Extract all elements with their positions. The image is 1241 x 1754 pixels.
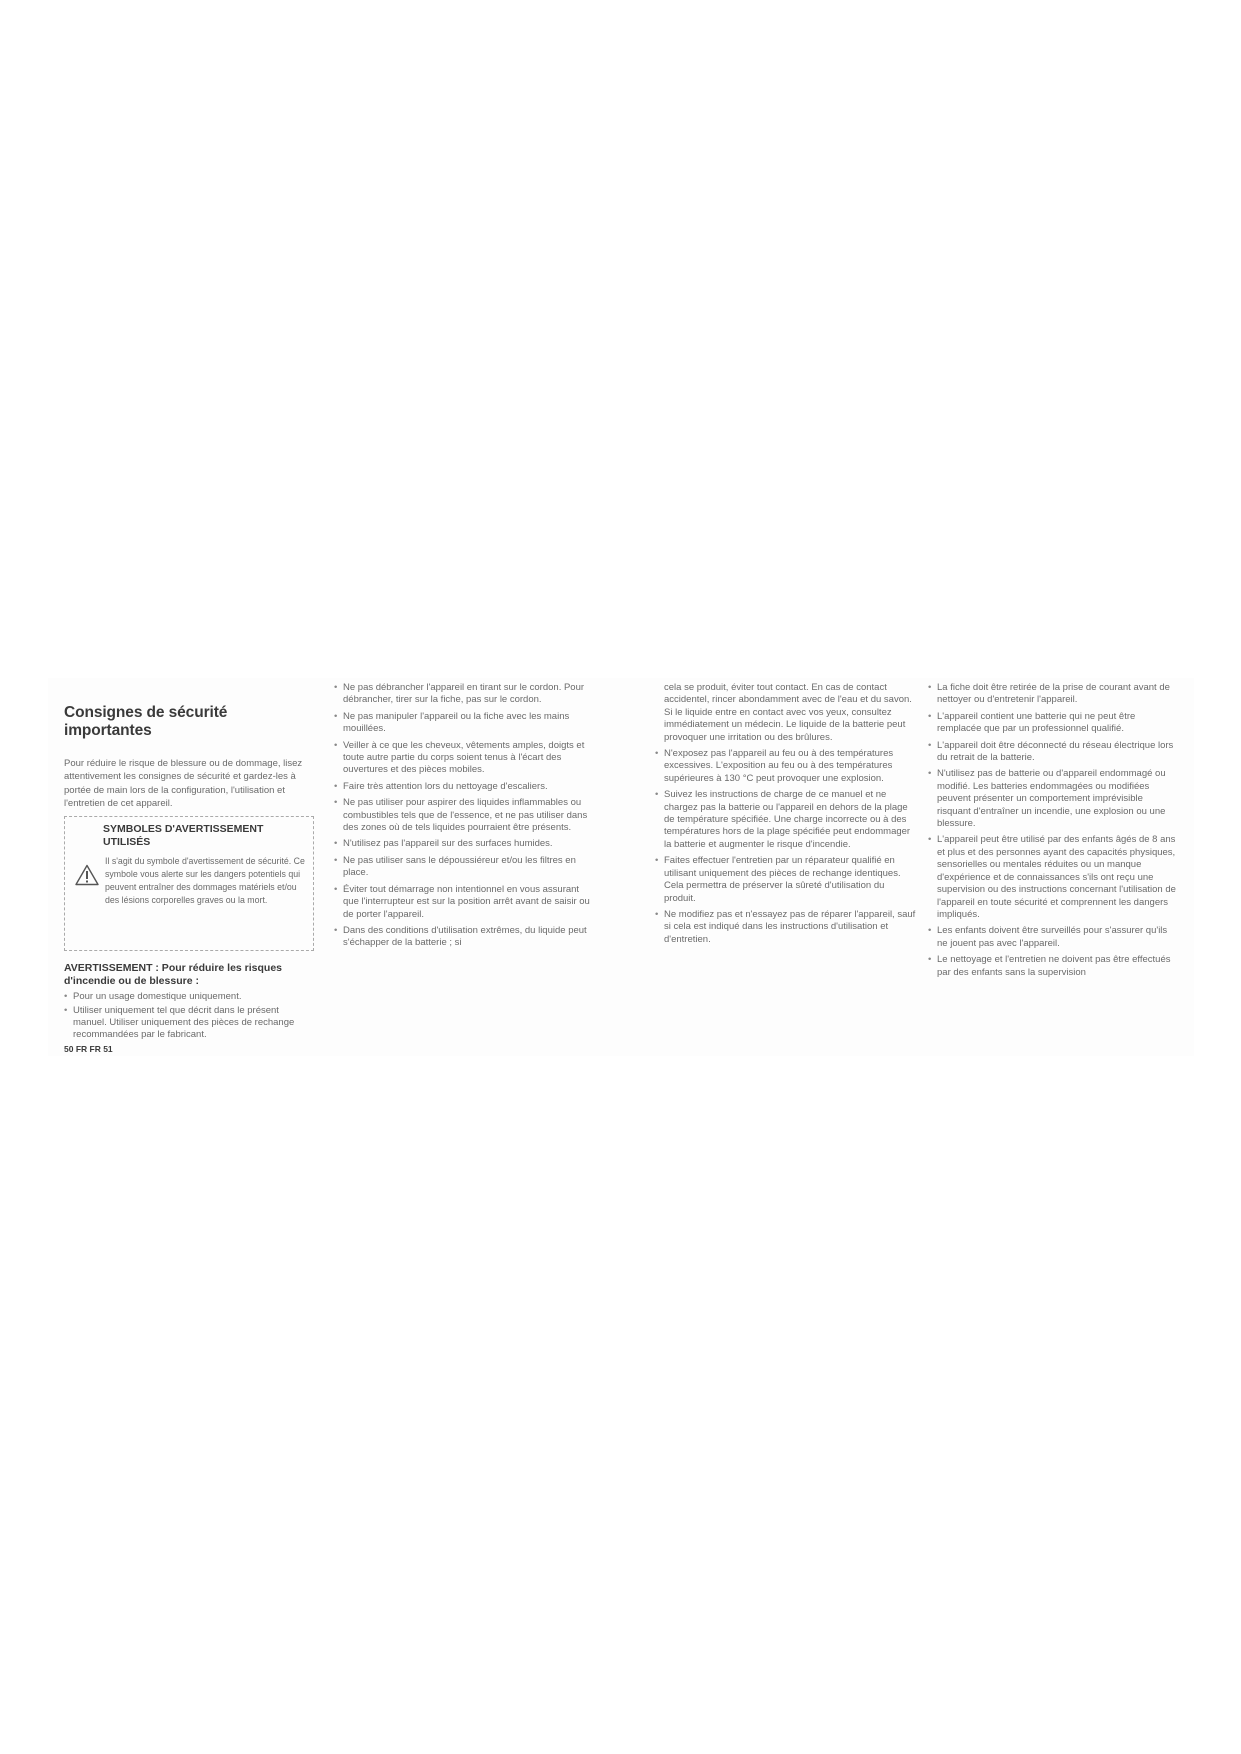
list-item: • Suivez les instructions de charge de ce manuel et ne chargez pas la batterie ou l'appareil en dehors de la plage de température spécifiée. Une charge incorrecte ou à des températures hors de la plage spécifiée peut endommager la batterie et augmenter le risque d'incendie. [655,789,917,851]
list-item: • N'exposez pas l'appareil au feu ou à des températures excessives. L'exposition au feu ou à des températures supérieures à 130 °C peut provoquer une explosion. [655,748,917,785]
list-item: • Faites effectuer l'entretien par un réparateur qualifié en utilisant uniquement des pièces de rechange identiques. Cela permettra de préserver la sûreté d'utilisation du produit. [655,855,917,905]
intro-paragraph: Pour réduire le risque de blessure ou de dommage, lisez attentivement les consignes de sécurité et gardez-les à portée de main lors de la configuration, l'utilisation et l'entretien de cet appareil. [64,758,303,810]
list-item: • Éviter tout démarrage non intentionnel en vous assurant que l'interrupteur est sur la position arrêt avant de saisir ou de porter l'appareil. [334,884,596,921]
col1-bullet-list [64,991,314,1042]
list-item: • L'appareil doit être déconnecté du réseau électrique lors du retrait de la batterie. [928,740,1178,765]
list-item: • N'utilisez pas de batterie ou d'appareil endommagé ou modifié. Les batteries endommagées ou modifiées peuvent présenter un comportement imprévisible risquant d'entraîner un incendie, une explosion ou une blessure. [928,768,1178,830]
page-title: Consignes de sécurité importantes [64,704,228,739]
col3-bullet-list [655,682,917,946]
column-4 [928,682,1178,983]
page-number: 50 FR FR 51 [64,1043,113,1054]
list-item: • Ne pas utiliser sans le dépoussiéreur et/ou les filtres en place. [334,855,596,880]
list-item: • Ne pas utiliser pour aspirer des liquides inflammables ou combustibles tels que de l'essence, et ne pas utiliser dans des zones où de tels liquides pourraient être présents. [334,797,596,834]
col2-bullet-list [334,682,596,950]
list-item: • La fiche doit être retirée de la prise de courant avant de nettoyer ou d'entretenir l'appareil. [928,682,1178,707]
list-item-continuation: cela se produit, éviter tout contact. En cas de contact accidentel, rincer abondamment avec de l'eau et du savon. Si le liquide entre en contact avec vos yeux, consultez immédiatement un médecin. Le liquide de la batterie peut provoquer une irritation ou des brûlures. [664,682,912,743]
list-item: • Le nettoyage et l'entretien ne doivent pas être effectués par des enfants sans la supervision [928,954,1178,979]
avertissement-heading: AVERTISSEMENT : Pour réduire les risques d'incendie ou de blessure : [64,961,283,988]
list-item: • Faire très attention lors du nettoyage d'escaliers. [334,781,596,793]
col4-bullet-list [928,682,1178,979]
manual-spread [48,678,1194,1056]
list-item: • Les enfants doivent être surveillés pour s'assurer qu'ils ne jouent pas avec l'appareil. [928,925,1178,950]
list-item: • N'utilisez pas l'appareil sur des surfaces humides. [334,838,596,850]
list-item: • L'appareil contient une batterie qui ne peut être remplacée que par un professionnel qualifié. [928,711,1178,736]
column-3 [655,682,917,950]
list-item: • Ne pas manipuler l'appareil ou la fiche avec les mains mouillées. [334,711,596,736]
list-item: • Dans des conditions d'utilisation extrêmes, du liquide peut s'échapper de la batterie ; si [334,925,596,950]
list-item: • Utiliser uniquement tel que décrit dans le présent manuel. Utiliser uniquement des pièces de rechange recommandées par le fabricant. [64,1005,314,1042]
list-item: • Ne modifiez pas et n'essayez pas de réparer l'appareil, sauf si cela est indiqué dans les instructions d'utilisation et d'entretien. [655,909,917,946]
warning-symbols-text: Il s'agit du symbole d'avertissement de sécurité. Ce symbole vous alerte sur les dangers potentiels qui peuvent entraîner des dommages matériels et/ou des lésions corporelles graves ou la mort. [105,855,305,906]
list-item: • Ne pas débrancher l'appareil en tirant sur le cordon. Pour débrancher, tirer sur la fiche, pas sur le cordon. [334,682,596,707]
column-1 [64,678,314,1054]
list-item: • Pour un usage domestique uniquement. [64,991,314,1003]
column-2 [334,682,596,954]
list-item: • Veiller à ce que les cheveux, vêtements amples, doigts et toute autre partie du corps soient tenus à l'écart des ouvertures et des pièces mobiles. [334,740,596,777]
warning-triangle-icon [75,855,105,908]
list-item: • L'appareil peut être utilisé par des enfants âgés de 8 ans et plus et des personnes ayant des capacités physiques, sensorielles ou mentales réduites ou un manque d'expérience et de connaissances s'ils ont reçu une supervision ou des instructions concernant l'utilisation de l'appareil en toute sécurité et comprennent les dangers impliqués. [928,834,1178,921]
warning-symbols-box [64,816,314,951]
warning-symbols-title: SYMBOLES D'AVERTISSEMENT UTILISÉS [103,822,264,848]
